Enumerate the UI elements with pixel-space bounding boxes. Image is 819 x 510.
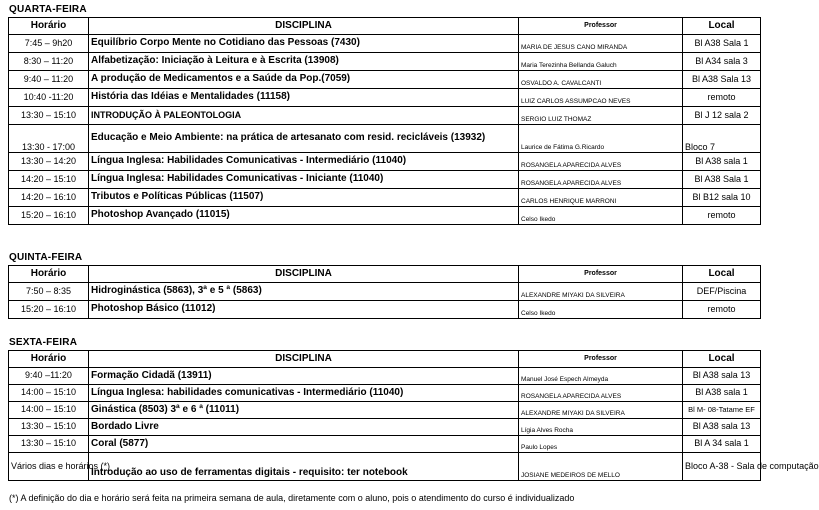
table-row xyxy=(9,453,761,481)
table-row xyxy=(9,402,761,419)
table-row xyxy=(9,107,761,125)
header-time: Horário xyxy=(9,266,89,283)
cell-professor: OSVALDO A. CAVALCANTI xyxy=(519,71,683,89)
header-course: DISCIPLINA xyxy=(89,18,519,35)
cell-professor: Lígia Alves Rocha xyxy=(519,419,683,436)
cell-location: remoto xyxy=(683,207,761,225)
table-row xyxy=(9,53,761,71)
cell-course: Hidroginástica (5863), 3ª e 5 ª (5863) xyxy=(89,283,519,301)
header-course: DISCIPLINA xyxy=(89,351,519,368)
table-row xyxy=(9,125,761,153)
cell-course: Tributos e Políticas Públicas (11507) xyxy=(89,189,519,207)
cell-time: 10:40 -11:20 xyxy=(9,89,89,107)
cell-course: Ginástica (8503) 3ª e 6 ª (11011) xyxy=(89,402,519,419)
cell-location: Bl A38 sala 13 xyxy=(683,368,761,385)
header-location: Local xyxy=(683,351,761,368)
cell-time: 14:00 – 15:10 xyxy=(9,402,89,419)
cell-time: 15:20 – 16:10 xyxy=(9,207,89,225)
header-location: Local xyxy=(683,266,761,283)
header-professor: Professor xyxy=(519,351,683,368)
header-course: DISCIPLINA xyxy=(89,266,519,283)
cell-course: Introdução ao uso de ferramentas digitais - requisito: ter notebook xyxy=(89,453,519,481)
cell-course: Coral (5877) xyxy=(89,436,519,453)
cell-location: Bl B12 sala 10 xyxy=(683,189,761,207)
header-location: Local xyxy=(683,18,761,35)
header-time: Horário xyxy=(9,18,89,35)
cell-professor: ALEXANDRE MIYAKI DA SILVEIRA xyxy=(519,402,683,419)
cell-time: 14:20 – 15:10 xyxy=(9,171,89,189)
table-row xyxy=(9,153,761,171)
cell-location: remoto xyxy=(683,89,761,107)
cell-location: remoto xyxy=(683,301,761,319)
cell-course: Photoshop Avançado (11015) xyxy=(89,207,519,225)
header-professor: Professor xyxy=(519,266,683,283)
table-header-row xyxy=(9,351,761,368)
table-row xyxy=(9,283,761,301)
cell-location: Bl A38 sala 1 xyxy=(683,385,761,402)
cell-location: Bl M- 08-Tatame EF xyxy=(683,402,761,419)
cell-time: 8:30 – 11:20 xyxy=(9,53,89,71)
schedule-table-quarta xyxy=(8,17,761,225)
cell-location: Bl A34 sala 3 xyxy=(683,53,761,71)
cell-course: A produção de Medicamentos e a Saúde da Pop.(7059) xyxy=(89,71,519,89)
cell-professor: Manuel José Espech Almeyda xyxy=(519,368,683,385)
cell-course: Bordado Livre xyxy=(89,419,519,436)
cell-location: Bloco 7 xyxy=(683,125,761,153)
cell-professor: ROSANGELA APARECIDA ALVES xyxy=(519,385,683,402)
cell-professor: ROSANGELA APARECIDA ALVES xyxy=(519,153,683,171)
cell-professor: Paulo Lopes xyxy=(519,436,683,453)
cell-time: 13:30 - 17:00 xyxy=(9,125,89,153)
cell-location: Bl A38 Sala 13 xyxy=(683,71,761,89)
cell-time: 7:45 – 9h20 xyxy=(9,35,89,53)
cell-course: Equilíbrio Corpo Mente no Cotidiano das Pessoas (7430) xyxy=(89,35,519,53)
cell-professor: Laurice de Fátima G.Ricardo xyxy=(519,125,683,153)
cell-course: História das Idéias e Mentalidades (11158) xyxy=(89,89,519,107)
cell-time: 13:30 – 15:10 xyxy=(9,419,89,436)
cell-location: Bl A 34 sala 1 xyxy=(683,436,761,453)
cell-time: Vários dias e horários (*) xyxy=(9,453,89,481)
cell-course: INTRODUÇÃO À PALEONTOLOGIA xyxy=(89,107,519,125)
cell-time: 13:30 – 15:10 xyxy=(9,107,89,125)
table-row xyxy=(9,89,761,107)
table-row xyxy=(9,368,761,385)
table-row xyxy=(9,436,761,453)
cell-time: 14:00 – 15:10 xyxy=(9,385,89,402)
cell-time: 14:20 – 16:10 xyxy=(9,189,89,207)
day-title-quarta: QUARTA-FEIRA xyxy=(9,4,87,15)
cell-course: Língua Inglesa: habilidades comunicativas - Intermediário (11040) xyxy=(89,385,519,402)
cell-course: Língua Inglesa: Habilidades Comunicativas - Iniciante (11040) xyxy=(89,171,519,189)
cell-professor: LUIZ CARLOS ASSUMPCAO NEVES xyxy=(519,89,683,107)
table-header-row xyxy=(9,18,761,35)
footnote: (*) A definição do dia e horário será feita na primeira semana de aula, diretamente com o aluno, pois o atendimento do curso é individualizado xyxy=(9,493,575,503)
cell-time: 9:40 –11:20 xyxy=(9,368,89,385)
cell-time: 15:20 – 16:10 xyxy=(9,301,89,319)
day-title-sexta: SEXTA-FEIRA xyxy=(9,337,78,348)
cell-professor: Maria Terezinha Bellanda Galuch xyxy=(519,53,683,71)
cell-course: Educação e Meio Ambiente: na prática de artesanato com resid. recicláveis (13932) xyxy=(89,125,519,153)
cell-professor: MARIA DE JESUS CANO MIRANDA xyxy=(519,35,683,53)
cell-professor: ROSANGELA APARECIDA ALVES xyxy=(519,171,683,189)
cell-location: Bl A38 Sala 1 xyxy=(683,35,761,53)
cell-location: Bl A38 Sala 1 xyxy=(683,171,761,189)
table-row xyxy=(9,385,761,402)
table-row xyxy=(9,71,761,89)
table-row xyxy=(9,207,761,225)
table-row xyxy=(9,35,761,53)
table-row xyxy=(9,301,761,319)
table-row xyxy=(9,189,761,207)
cell-location: Bl J 12 sala 2 xyxy=(683,107,761,125)
cell-professor: JOSIANE MEDEIROS DE MELLO xyxy=(519,453,683,481)
header-time: Horário xyxy=(9,351,89,368)
schedule-table-quinta xyxy=(8,265,761,319)
cell-course: Língua Inglesa: Habilidades Comunicativas - Intermediário (11040) xyxy=(89,153,519,171)
cell-time: 13:30 – 14:20 xyxy=(9,153,89,171)
schedule-table-sexta xyxy=(8,350,819,481)
cell-course: Alfabetização: Iniciação à Leitura e à Escrita (13908) xyxy=(89,53,519,71)
header-professor: Professor xyxy=(519,18,683,35)
cell-course: Formação Cidadã (13911) xyxy=(89,368,519,385)
cell-professor: CARLOS HENRIQUE MARRONI xyxy=(519,189,683,207)
cell-course: Photoshop Básico (11012) xyxy=(89,301,519,319)
cell-professor: ALEXANDRE MIYAKI DA SILVEIRA xyxy=(519,283,683,301)
cell-professor: Celso Ikedo xyxy=(519,301,683,319)
table-row xyxy=(9,419,761,436)
cell-location: Bl A38 sala 13 xyxy=(683,419,761,436)
cell-professor: Celso Ikedo xyxy=(519,207,683,225)
cell-location: Bl A38 sala 1 xyxy=(683,153,761,171)
table-row xyxy=(9,171,761,189)
cell-location: Bloco A-38 - Sala de computação xyxy=(683,453,761,481)
cell-time: 9:40 – 11:20 xyxy=(9,71,89,89)
cell-professor: SERGIO LUIZ THOMAZ xyxy=(519,107,683,125)
cell-time: 7:50 – 8:35 xyxy=(9,283,89,301)
table-header-row xyxy=(9,266,761,283)
day-title-quinta: QUINTA-FEIRA xyxy=(9,252,83,263)
cell-location: DEF/Piscina xyxy=(683,283,761,301)
cell-time: 13:30 – 15:10 xyxy=(9,436,89,453)
